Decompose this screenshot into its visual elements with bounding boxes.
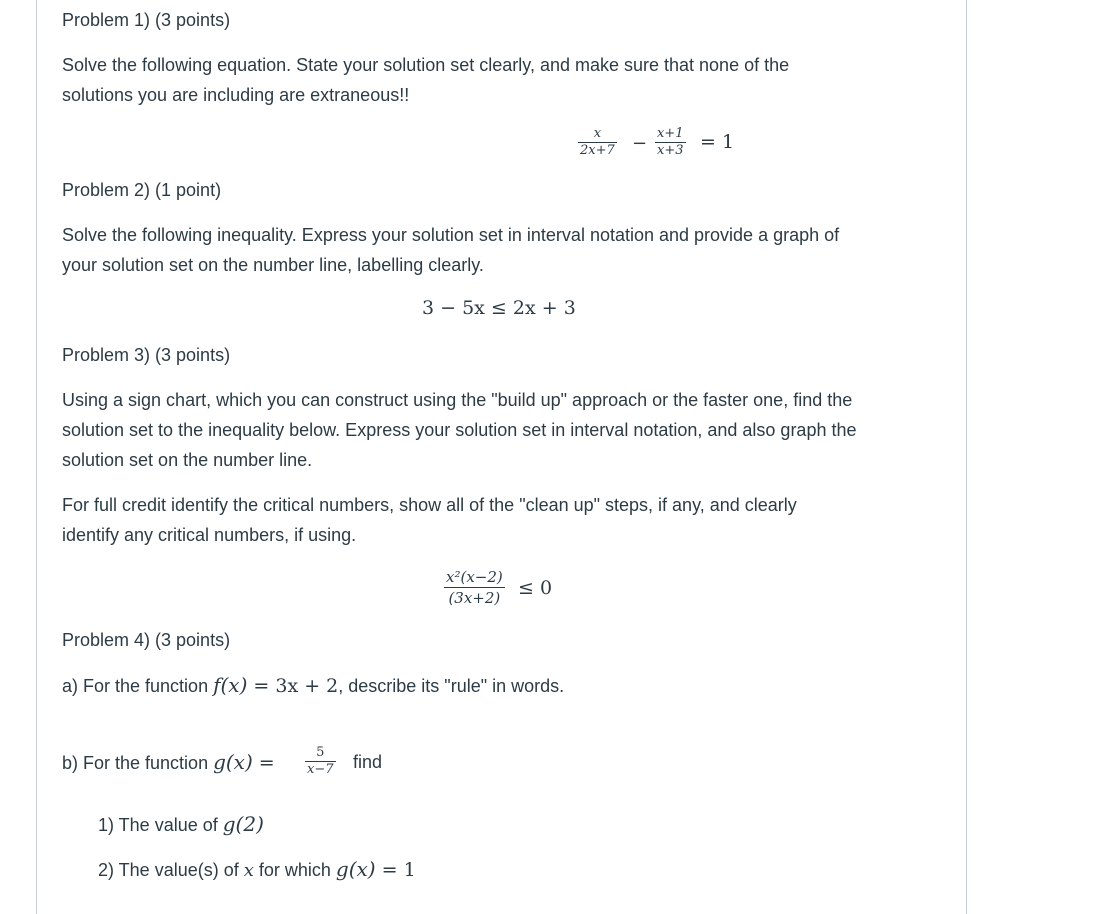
function-f-expression: = 3x + 2 bbox=[247, 675, 339, 697]
fraction-2-numerator: x+1 bbox=[657, 126, 684, 141]
problem-2-text-line-1: Solve the following inequality. Express your solution set in interval notation and provide a graph of bbox=[62, 225, 840, 245]
problem-2-text-line-2: your solution set on the number line, labelling clearly. bbox=[62, 255, 484, 275]
problem-4a-suffix: , describe its "rule" in words. bbox=[338, 676, 565, 696]
problem-1-title: Problem 1) (3 points) bbox=[62, 10, 231, 30]
rational-numerator: x²(x−2) bbox=[446, 568, 503, 586]
function-g-equals: = bbox=[252, 752, 275, 774]
item-1-prefix: 1) The value of bbox=[98, 815, 223, 835]
item-2-mid: for which bbox=[253, 860, 336, 880]
equation-fraction-2 bbox=[655, 126, 686, 159]
problem-1-text-line-2: solutions you are including are extraneous!! bbox=[62, 85, 410, 105]
item-2-var: x bbox=[243, 860, 254, 881]
problem-3-title: Problem 3) (3 points) bbox=[62, 345, 231, 365]
problem-2-title: Problem 2) (1 point) bbox=[62, 180, 222, 200]
item-1-math: g(2) bbox=[222, 812, 264, 836]
g-denominator: x−7 bbox=[307, 762, 334, 777]
problem-4b-line bbox=[62, 747, 275, 778]
function-f: f(x) bbox=[213, 673, 248, 697]
problem-3-text-line-4: For full credit identify the critical numbers, show all of the "clean up" steps, if any, and clearly bbox=[62, 495, 797, 515]
problem-4b-item-1 bbox=[98, 809, 264, 840]
problem-4b-item-2 bbox=[98, 854, 416, 886]
equation-rhs: = 1 bbox=[700, 131, 735, 153]
item-2-math: g(x) bbox=[335, 857, 376, 881]
problem-3-text-line-1: Using a sign chart, which you can construct using the "build up" approach or the faster one, find the bbox=[62, 390, 853, 410]
problem-4b-find: find bbox=[353, 752, 383, 772]
problem-4a-line bbox=[62, 670, 564, 701]
rational-denominator: (3x+2) bbox=[448, 589, 501, 607]
item-2-rhs: = 1 bbox=[375, 859, 416, 881]
g-numerator: 5 bbox=[305, 745, 336, 762]
fraction-1-numerator: x bbox=[578, 126, 617, 143]
problem-4a-prefix: a) For the function bbox=[62, 676, 214, 696]
fraction-1-denominator: 2x+7 bbox=[580, 143, 615, 158]
fraction-2-denominator: x+3 bbox=[657, 143, 684, 158]
problem-4b-prefix: b) For the function bbox=[62, 753, 214, 773]
problem-4-title: Problem 4) (3 points) bbox=[62, 630, 231, 650]
problem-3-text-line-5: identify any critical numbers, if using. bbox=[62, 525, 357, 545]
problem-1-text-line-1: Solve the following equation. State your solution set clearly, and make sure that none of the bbox=[62, 55, 790, 75]
problem-3-text-line-3: solution set on the number line. bbox=[62, 450, 313, 470]
item-2-prefix: 2) The value(s) of bbox=[98, 860, 244, 880]
function-g-fraction bbox=[305, 745, 336, 778]
function-g: g(x) bbox=[213, 750, 253, 774]
rational-inequality-fraction bbox=[444, 567, 505, 608]
equation-minus: − bbox=[632, 133, 648, 154]
equation-fraction-1 bbox=[578, 126, 617, 159]
problem-3-text-line-2: solution set to the inequality below. Express your solution set in interval notation, and also graph the bbox=[62, 420, 857, 440]
inequality: 3 − 5x ≤ 2x + 3 bbox=[422, 297, 576, 319]
rational-inequality-rhs: ≤ 0 bbox=[518, 577, 553, 599]
